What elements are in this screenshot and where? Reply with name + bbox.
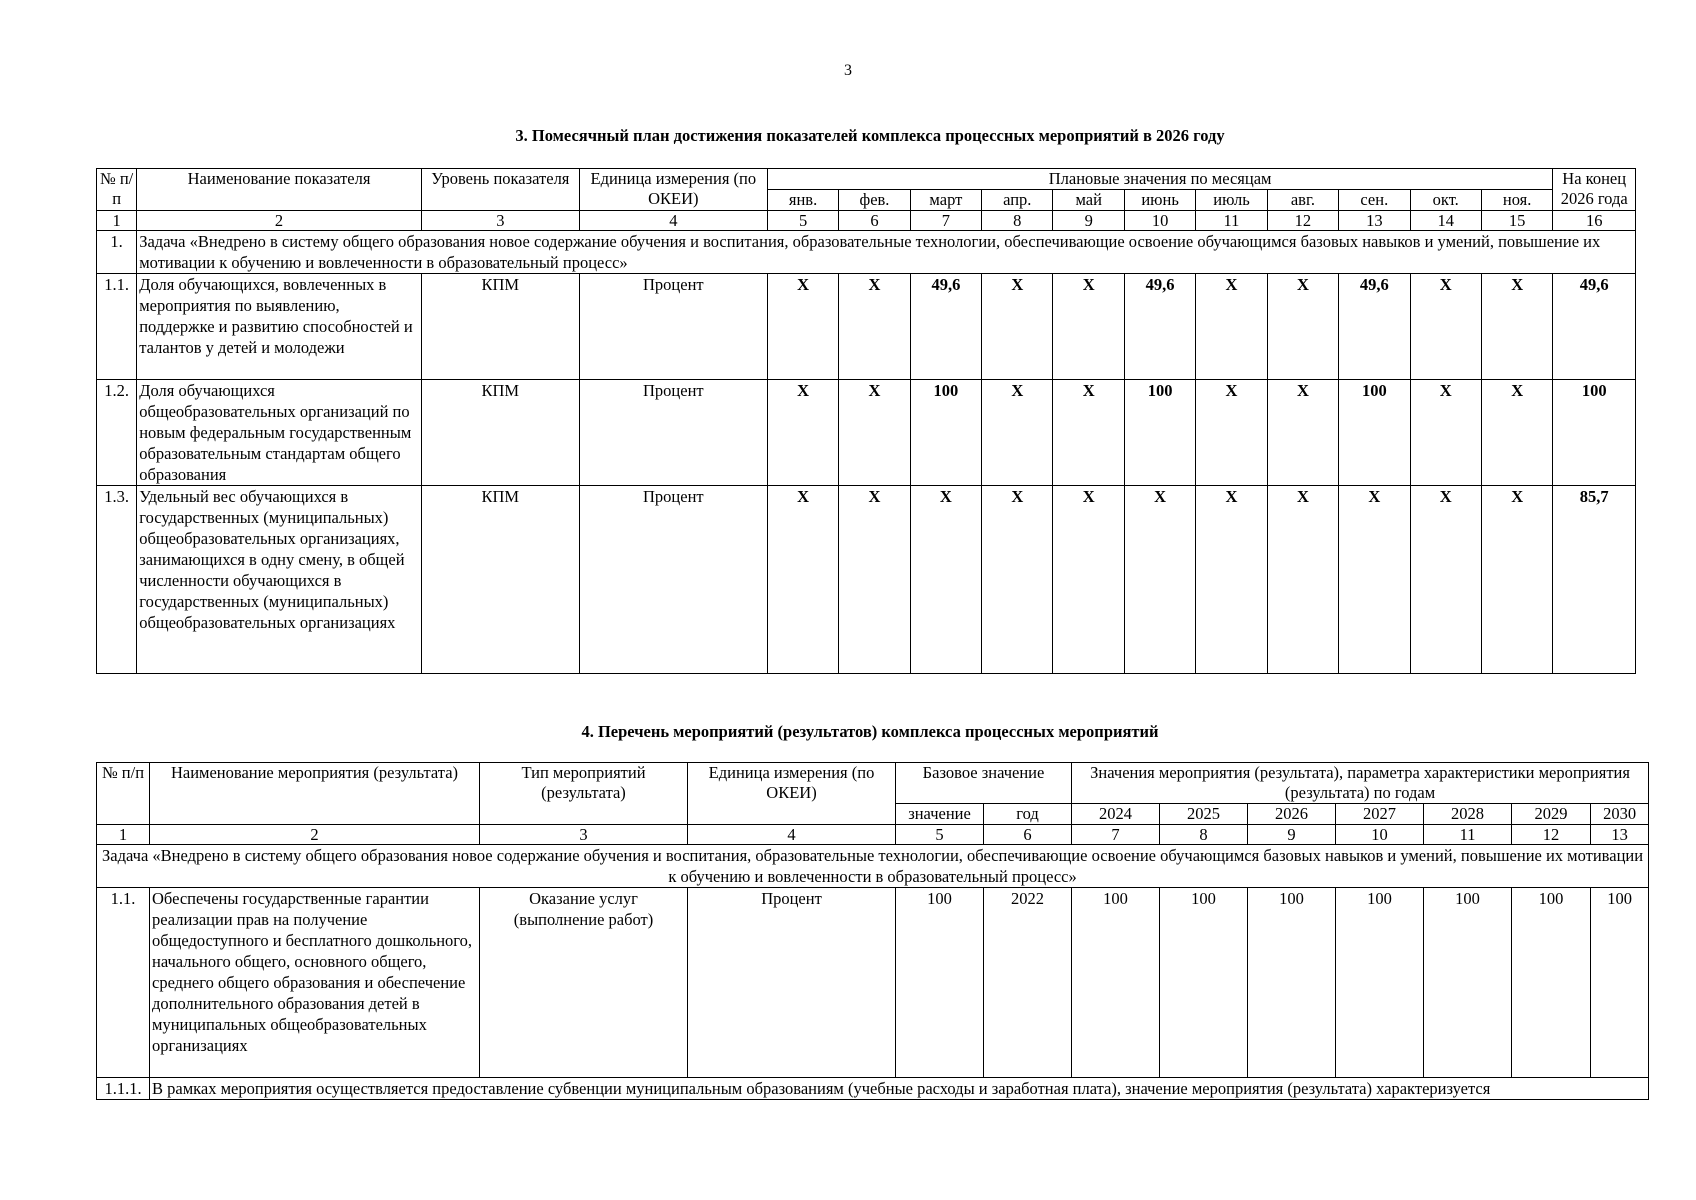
task-number: 1.	[97, 231, 137, 274]
header-year: 2030	[1591, 804, 1649, 825]
note-text: В рамках мероприятия осуществляется предоставление субвенции муниципальным образованиям (учебные расходы и заработная плата), значение мероприятия (результата) характеризуется	[150, 1078, 1649, 1100]
month-value: X	[1196, 274, 1267, 380]
header-month: март	[910, 190, 981, 211]
row-number: 1.1.	[97, 274, 137, 380]
end-of-year-value: 49,6	[1553, 274, 1636, 380]
month-value: X	[1196, 380, 1267, 486]
column-number: 2	[137, 211, 422, 231]
header-month: янв.	[767, 190, 838, 211]
header-month: окт.	[1410, 190, 1481, 211]
column-number: 9	[1053, 211, 1124, 231]
indicator-name: Удельный вес обучающихся в государственных (муниципальных) общеобразовательных организациях, занимающихся в одну смену, в общей численности обучающихся в государственных (муниципальных) общеобразовательных организациях	[137, 486, 422, 674]
column-number: 8	[982, 211, 1053, 231]
year-value: 100	[1248, 888, 1336, 1078]
year-value: 100	[1424, 888, 1512, 1078]
month-value: X	[1481, 274, 1552, 380]
indicator-unit: Процент	[579, 274, 767, 380]
indicator-unit: Процент	[579, 380, 767, 486]
month-value: X	[910, 486, 981, 674]
year-value: 100	[1160, 888, 1248, 1078]
month-value: X	[1124, 486, 1195, 674]
header-base-value-year: год	[984, 804, 1072, 825]
activity-name: Обеспечены государственные гарантии реализации прав на получение общедоступного и бесплатного дошкольного, начального общего, основного общего, среднего общего образования и обеспечение дополнительного образования детей в муниципальных общеобразовательных организациях	[150, 888, 480, 1078]
column-number: 16	[1553, 211, 1636, 231]
section-4-title: 4. Перечень мероприятий (результатов) комплекса процессных мероприятий	[581, 722, 1159, 741]
row-number: 1.2.	[97, 380, 137, 486]
page-number: 3	[844, 62, 852, 79]
month-value: X	[1481, 380, 1552, 486]
month-value: X	[1410, 380, 1481, 486]
column-number: 11	[1196, 211, 1267, 231]
month-value: X	[982, 380, 1053, 486]
year-value: 100	[1336, 888, 1424, 1078]
column-number: 2	[150, 825, 480, 845]
column-number: 6	[984, 825, 1072, 845]
note-number: 1.1.1.	[97, 1078, 150, 1100]
header-month: фев.	[839, 190, 910, 211]
month-value: X	[767, 380, 838, 486]
column-number: 5	[767, 211, 838, 231]
column-number: 1	[97, 825, 150, 845]
indicator-name: Доля обучающихся общеобразовательных организаций по новым федеральным государственным образовательным стандартам общего образования	[137, 380, 422, 486]
month-value: X	[839, 380, 910, 486]
month-value: X	[1267, 380, 1338, 486]
header-year: 2029	[1512, 804, 1591, 825]
column-number: 13	[1591, 825, 1649, 845]
header-year: 2026	[1248, 804, 1336, 825]
row-number: 1.3.	[97, 486, 137, 674]
header-month: июнь	[1124, 190, 1195, 211]
column-number: 15	[1481, 211, 1552, 231]
month-value: 100	[910, 380, 981, 486]
header-activity-name: Наименование мероприятия (результата)	[150, 763, 480, 825]
year-value: 100	[1512, 888, 1591, 1078]
year-value: 100	[1591, 888, 1649, 1078]
column-number: 14	[1410, 211, 1481, 231]
header-year: 2024	[1072, 804, 1160, 825]
header-activity-type: Тип мероприятий (результата)	[480, 763, 688, 825]
month-value: 49,6	[1124, 274, 1195, 380]
month-value: X	[1481, 486, 1552, 674]
month-value: X	[839, 486, 910, 674]
activities-table	[96, 762, 1649, 1100]
header-num: № п/п	[97, 169, 137, 211]
month-value: 49,6	[910, 274, 981, 380]
activity-type: Оказание услуг (выполнение работ)	[480, 888, 688, 1078]
column-number: 4	[579, 211, 767, 231]
indicator-level: КПМ	[421, 274, 579, 380]
column-number: 5	[896, 825, 984, 845]
column-number: 4	[688, 825, 896, 845]
column-number: 12	[1512, 825, 1591, 845]
monthly-plan-table	[96, 168, 1636, 674]
month-value: X	[1053, 380, 1124, 486]
header-monthly-values: Плановые значения по месяцам	[767, 169, 1553, 190]
month-value: X	[1053, 274, 1124, 380]
indicator-name: Доля обучающихся, вовлеченных в мероприятия по выявлению, поддержке и развитию способностей и талантов у детей и молодежи	[137, 274, 422, 380]
column-number: 11	[1424, 825, 1512, 845]
column-number: 7	[1072, 825, 1160, 845]
row-number: 1.1.	[97, 888, 150, 1078]
year-value: 100	[1072, 888, 1160, 1078]
header-month: июль	[1196, 190, 1267, 211]
month-value: X	[839, 274, 910, 380]
header-end-of-year: На конец 2026 года	[1553, 169, 1636, 211]
header-year: 2028	[1424, 804, 1512, 825]
header-month: апр.	[982, 190, 1053, 211]
section-3-title: 3. Помесячный план достижения показателей комплекса процессных мероприятий в 2026 году	[515, 126, 1225, 145]
month-value: 49,6	[1339, 274, 1410, 380]
month-value: 100	[1124, 380, 1195, 486]
task-description: Задача «Внедрено в систему общего образования новое содержание обучения и воспитания, образовательные технологии, обеспечивающие освоение обучающимся базовых навыков и умений, повышение их мотивации к обучению и вовлеченности в образовательный процесс»	[97, 845, 1649, 888]
month-value: X	[1267, 486, 1338, 674]
header-month: май	[1053, 190, 1124, 211]
column-number: 1	[97, 211, 137, 231]
base-year: 2022	[984, 888, 1072, 1078]
column-number: 8	[1160, 825, 1248, 845]
indicator-level: КПМ	[421, 380, 579, 486]
column-number: 3	[421, 211, 579, 231]
column-number: 13	[1339, 211, 1410, 231]
month-value: X	[1339, 486, 1410, 674]
header-base-value-value: значение	[896, 804, 984, 825]
activity-unit: Процент	[688, 888, 896, 1078]
month-value: X	[982, 274, 1053, 380]
column-number: 9	[1248, 825, 1336, 845]
month-value: X	[767, 486, 838, 674]
month-value: X	[1196, 486, 1267, 674]
column-number: 6	[839, 211, 910, 231]
header-indicator-level: Уровень показателя	[421, 169, 579, 211]
header-year: 2027	[1336, 804, 1424, 825]
month-value: X	[1053, 486, 1124, 674]
header-base-value: Базовое значение	[896, 763, 1072, 804]
header-month: сен.	[1339, 190, 1410, 211]
month-value: X	[767, 274, 838, 380]
indicator-unit: Процент	[579, 486, 767, 674]
base-value: 100	[896, 888, 984, 1078]
header-year: 2025	[1160, 804, 1248, 825]
month-value: X	[1410, 486, 1481, 674]
column-number: 12	[1267, 211, 1338, 231]
month-value: X	[1267, 274, 1338, 380]
column-number: 10	[1124, 211, 1195, 231]
end-of-year-value: 85,7	[1553, 486, 1636, 674]
column-number: 3	[480, 825, 688, 845]
column-number: 7	[910, 211, 981, 231]
header-values-by-year: Значения мероприятия (результата), параметра характеристики мероприятия (результата) по годам	[1072, 763, 1649, 804]
header-unit: Единица измерения (по ОКЕИ)	[579, 169, 767, 211]
month-value: 100	[1339, 380, 1410, 486]
month-value: X	[1410, 274, 1481, 380]
month-value: X	[982, 486, 1053, 674]
header-month: ноя.	[1481, 190, 1552, 211]
header-num: № п/п	[97, 763, 150, 825]
end-of-year-value: 100	[1553, 380, 1636, 486]
column-number: 10	[1336, 825, 1424, 845]
header-unit: Единица измерения (по ОКЕИ)	[688, 763, 896, 825]
header-indicator-name: Наименование показателя	[137, 169, 422, 211]
header-month: авг.	[1267, 190, 1338, 211]
task-description: Задача «Внедрено в систему общего образования новое содержание обучения и воспитания, образовательные технологии, обеспечивающие освоение обучающимся базовых навыков и умений, повышение их мотивации к обучению и вовлеченности в образовательный процесс»	[137, 231, 1636, 274]
indicator-level: КПМ	[421, 486, 579, 674]
